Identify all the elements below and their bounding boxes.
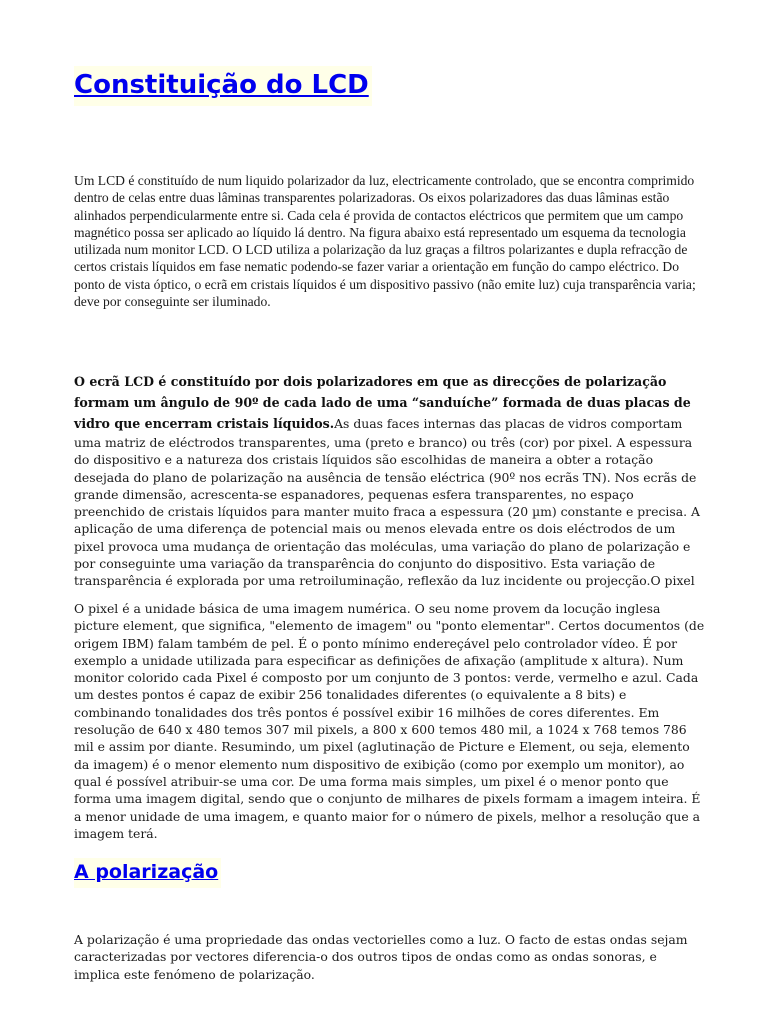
- paragraph-polarization: A polarização é uma propriedade das ondas vectorielles como a luz. O facto de estas ondas sejam caracterizadas por vectores diferencia-o dos outros tipos de ondas como as ondas sonoras, e implica este fenómeno de polarização.: [74, 932, 688, 982]
- paragraph-lcd-structure-bold: O ecrã LCD é constituído por dois polarizadores em que as direcções de polarização formam um ângulo de 90º de cada lado de uma “sanduíche” formada de duas placas de vidro que encerram cristais líquidos.: [74, 374, 691, 431]
- paragraph-lcd-structure: [74, 371, 706, 590]
- section-heading-lcd[interactable]: Constituição do LCD: [74, 66, 372, 106]
- section-heading-polarization[interactable]: A polarização: [74, 858, 221, 888]
- paragraph-pixel: O pixel é a unidade básica de uma imagem numérica. O seu nome provem da locução inglesa picture element, que significa, "elemento de imagem" ou "ponto elementar". Certos documentos (de origem IBM) falam também de pel. É o ponto mínimo endereçável pelo controlador vídeo. É por exemplo a unidade utilizada para especificar as definições de afixação (amplitude x altura). Num monitor colorido cada Pixel é composto por um conjunto de 3 pontos: verde, vermelho e azul. Cada um destes pontos é capaz de exibir 256 tonalidades diferentes (o equivalente a 8 bits) e combinando tonalidades dos três pontos é possível exibir 16 milhões de cores diferentes. Em resolução de 640 x 480 temos 307 mil pixels, a 800 x 600 temos 480 mil, a 1024 x 768 temos 786 mil e assim por diante. Resumindo, um pixel (aglutinação de Picture e Element, ou seja, elemento da imagem) é o menor elemento num dispositivo de exibição (como por exemplo um monitor), ao qual é possível atribuir-se uma cor. De uma forma mais simples, um pixel é o menor ponto que forma uma imagem digital, sendo que o conjunto de milhares de pixels formam a imagem inteira. É a menor unidade de uma imagem, e quanto maior for o número de pixels, melhor a resolução que a imagem terá.: [74, 601, 705, 841]
- paragraph-lcd-intro: Um LCD é constituído de num liquido polarizador da luz, electricamente controlado, que se encontra comprimido dentro de celas entre duas lâminas transparentes polarizadoras. Os eixos polarizadores das duas lâminas estão alinhados perpendicularmente entre si. Cada cela é provida de contactos eléctricos que permitem que um campo magnético possa ser aplicado ao líquido lá dentro. Na figura abaixo está representado um esquema da tecnologia utilizada num monitor LCD. O LCD utiliza a polarização da luz graças a filtros polarizantes e dupla refracção de certos cristais líquidos em fase nematic podendo-se fazer variar a orientação em função do campo eléctrico. Do ponto de vista óptico, o ecrã em cristais líquidos é um dispositivo passivo (não emite luz) cuja transparência varia; deve por conseguinte ser iluminado.: [74, 173, 696, 310]
- paragraph-lcd-structure-rest: As duas faces internas das placas de vidros comportam uma matriz de eléctrodos transparentes, uma (preto e branco) ou três (cor) por pixel. A espessura do dispositivo e a natureza dos cristais líquidos são escolhidas de maneira a obter a rotação desejada do plano de polarização na ausência de tensão eléctrica (90º nos ecrãs TN). Nos ecrãs de grande dimensão, acrescenta-se espanadores, pequenas esfera transparentes, no espaço preenchido de cristais líquidos para manter muito fraca a espessura (20 µm) constante e precisa. A aplicação de uma diferença de potencial mais ou menos elevada entre os dois eléctrodos de um pixel provoca uma mudança de orientação das moléculas, uma variação do plano de polarização e por conseguinte uma variação da transparência do conjunto do dispositivo. Esta variação de transparência é explorada por uma retroiluminação, reflexão da luz incidente ou projecção.O pixel: [74, 416, 700, 589]
